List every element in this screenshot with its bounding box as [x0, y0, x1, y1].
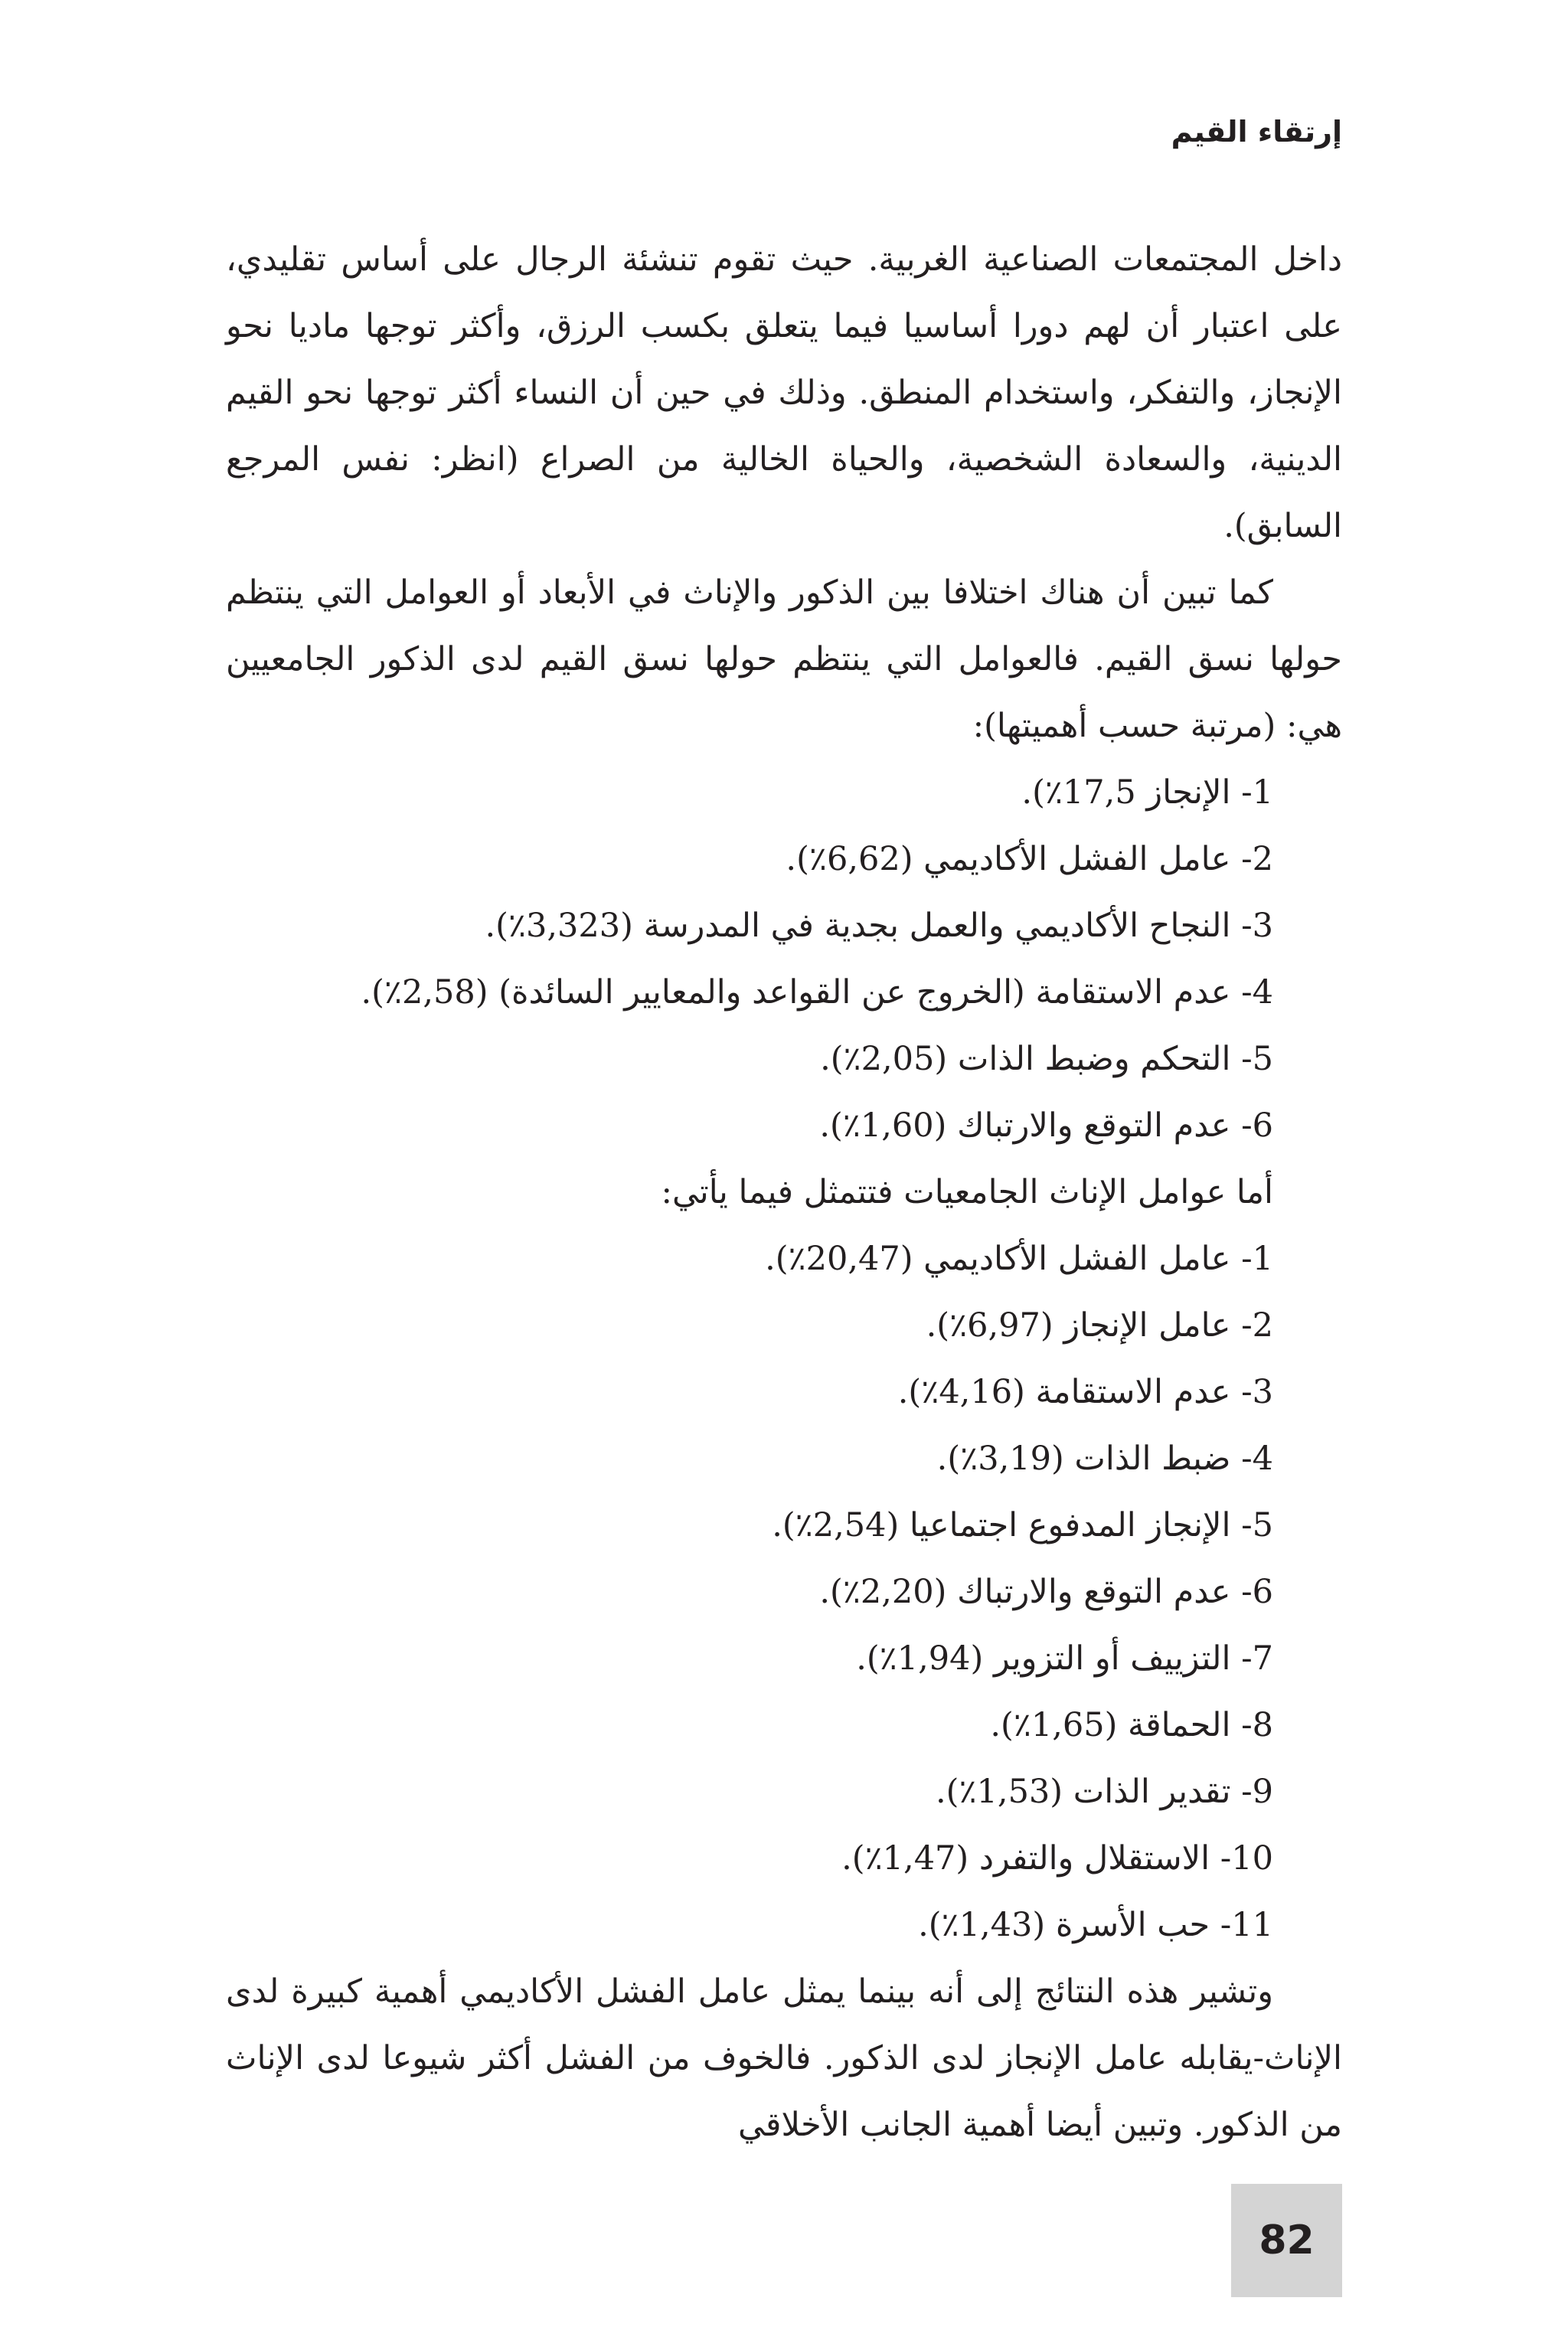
list-item: 6- عدم التوقع والارتباك (2,20٪).	[819, 1573, 1273, 1611]
list-item: 2- عامل الفشل الأكاديمي (6,62٪).	[786, 840, 1273, 878]
page-number-box	[1231, 2184, 1342, 2297]
list-item: 6- عدم التوقع والارتباك (1,60٪).	[819, 1106, 1273, 1145]
running-title: إرتقاء القيم	[1171, 115, 1342, 149]
list-item: 2- عامل الإنجاز (6,97٪).	[926, 1306, 1273, 1345]
female-intro: أما عوامل الإناث الجامعيات فتتمثل فيما يأتي:	[661, 1173, 1273, 1211]
list-item: 4- ضبط الذات (3,19٪).	[936, 1440, 1273, 1478]
list-item: 11- حب الأسرة (1,43٪).	[918, 1906, 1273, 1944]
list-item: 1- عامل الفشل الأكاديمي (20,47٪).	[765, 1240, 1273, 1278]
paragraph-3: وتشير هذه النتائج إلى أنه بينما يمثل عامل الفشل الأكاديمي أهمية كبيرة لدى الإناث-يقابله عامل الإنجاز لدى الذكور. فالخوف من الفشل أكثر شيوعا لدى الإناث من الذكور. وتبين أيضا أهمية الجانب الأخلاقي	[226, 1972, 1342, 2144]
list-item: 10- الاستقلال والتفرد (1,47٪).	[841, 1839, 1273, 1878]
page-number: 82	[1259, 2218, 1315, 2263]
list-item: 8- الحماقة (1,65٪).	[990, 1706, 1273, 1744]
list-item: 4- عدم الاستقامة (الخروج عن القواعد والمعايير السائدة) (2,58٪).	[361, 973, 1273, 1012]
list-item: 5- التحكم وضبط الذات (2,05٪).	[820, 1040, 1273, 1078]
list-item: 3- النجاح الأكاديمي والعمل بجدية في المدرسة (3,323٪).	[485, 907, 1273, 945]
list-item: 3- عدم الاستقامة (4,16٪).	[897, 1373, 1273, 1411]
list-item: 1- الإنجاز 17,5٪).	[1021, 773, 1273, 812]
list-item: 5- الإنجاز المدفوع اجتماعيا (2,54٪).	[772, 1506, 1273, 1544]
paragraph-1: داخل المجتمعات الصناعية الغربية. حيث تقوم تنشئة الرجال على أساس تقليدي، على اعتبار أن لهم دورا أساسيا فيما يتعلق بكسب الرزق، وأكثر توجها ماديا نحو الإنجاز، والتفكر، واستخدام المنطق. وذلك في حين أن النساء أكثر توجها نحو القيم الدينية، والسعادة الشخصية، والحياة الخالية من الصراع (انظر: نفس المرجع السابق).	[226, 240, 1342, 545]
body-text	[226, 227, 1342, 2159]
list-item: 9- تقدير الذات (1,53٪).	[936, 1773, 1273, 1811]
female-factors-list	[226, 1226, 1342, 1959]
male-factors-list	[226, 760, 1342, 1159]
list-item: 7- التزييف أو التزوير (1,94٪).	[856, 1639, 1273, 1678]
paragraph-2: كما تبين أن هناك اختلافا بين الذكور والإناث في الأبعاد أو العوامل التي ينتظم حولها نسق القيم. فالعوامل التي ينتظم حولها نسق القيم لدى الذكور الجامعيين هي: (مرتبة حسب أهميتها):	[226, 574, 1342, 745]
